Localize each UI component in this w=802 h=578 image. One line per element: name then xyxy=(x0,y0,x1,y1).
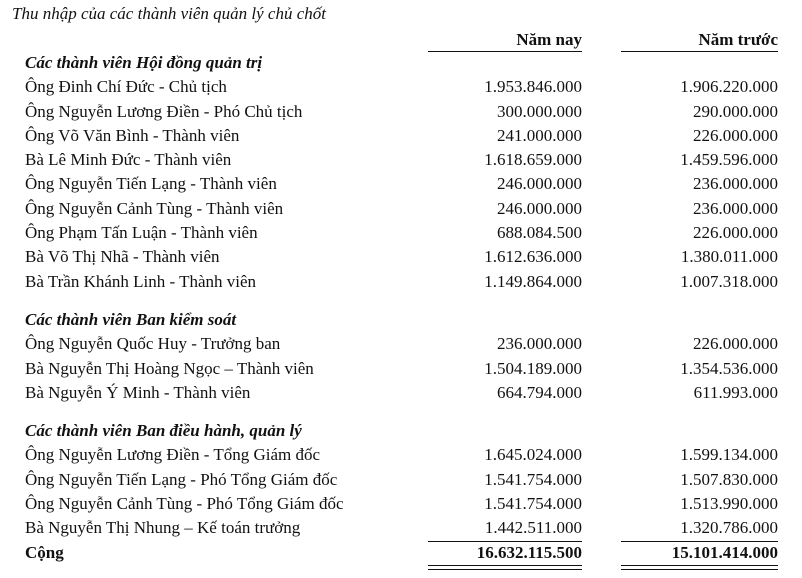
row-current: 688.084.500 xyxy=(497,223,582,243)
row-previous: 1.354.536.000 xyxy=(680,358,778,378)
row-current: 246.000.000 xyxy=(497,198,582,218)
table-row xyxy=(0,443,802,467)
row-previous: 1.906.220.000 xyxy=(680,77,778,97)
table-row xyxy=(0,148,802,172)
section-title: Các thành viên Ban điều hành, quản lý xyxy=(25,421,302,441)
table-row xyxy=(0,270,802,294)
row-current: 1.618.659.000 xyxy=(484,150,582,170)
table-row xyxy=(0,492,802,516)
row-label: Ông Nguyễn Cảnh Tùng - Thành viên xyxy=(25,198,284,218)
row-previous: 1.507.830.000 xyxy=(680,469,778,489)
total-label: Cộng xyxy=(25,542,64,562)
table-row xyxy=(0,172,802,196)
row-label: Ông Đinh Chí Đức - Chủ tịch xyxy=(25,77,227,97)
row-previous: 1.320.786.000 xyxy=(680,518,778,538)
header-previous-year: Năm trước xyxy=(621,28,778,52)
row-label: Ông Nguyễn Lương Điền - Phó Chủ tịch xyxy=(25,101,303,121)
row-label: Ông Nguyễn Tiến Lạng - Phó Tổng Giám đốc xyxy=(25,469,338,489)
table-row xyxy=(0,221,802,245)
row-previous: 236.000.000 xyxy=(693,198,778,218)
row-previous: 226.000.000 xyxy=(693,334,778,354)
row-current: 1.541.754.000 xyxy=(484,494,582,514)
row-current: 664.794.000 xyxy=(497,382,582,402)
row-current: 1.504.189.000 xyxy=(484,358,582,378)
row-label: Bà Võ Thị Nhã - Thành viên xyxy=(25,247,220,267)
table-row xyxy=(0,245,802,269)
table-row xyxy=(0,468,802,492)
row-label: Ông Phạm Tấn Luận - Thành viên xyxy=(25,223,258,243)
row-current: 1.541.754.000 xyxy=(484,469,582,489)
row-label: Ông Nguyễn Quốc Huy - Trưởng ban xyxy=(25,334,281,354)
table-row xyxy=(0,516,802,540)
row-current: 1.149.864.000 xyxy=(484,271,582,291)
row-previous: 1.599.134.000 xyxy=(680,445,778,465)
table-row xyxy=(0,75,802,99)
table-row xyxy=(0,100,802,124)
row-current: 246.000.000 xyxy=(497,174,582,194)
section-executive-board xyxy=(0,419,802,443)
total-previous: 15.101.414.000 xyxy=(671,542,778,562)
table-row xyxy=(0,357,802,381)
row-previous: 1.459.596.000 xyxy=(680,150,778,170)
row-current: 1.612.636.000 xyxy=(484,247,582,267)
section-title: Các thành viên Hội đồng quản trị xyxy=(25,53,263,72)
row-current: 300.000.000 xyxy=(497,101,582,121)
table-row xyxy=(0,124,802,148)
header-current-year: Năm nay xyxy=(428,28,582,52)
row-current: 236.000.000 xyxy=(497,334,582,354)
row-current: 1.645.024.000 xyxy=(484,445,582,465)
row-previous: 611.993.000 xyxy=(693,382,778,402)
table-row xyxy=(0,381,802,405)
double-rule-current xyxy=(428,565,582,570)
row-label: Bà Nguyễn Thị Hoàng Ngọc – Thành viên xyxy=(25,358,314,378)
row-previous: 1.513.990.000 xyxy=(680,494,778,514)
section-title: Các thành viên Ban kiểm soát xyxy=(25,309,237,329)
row-current: 1.442.511.000 xyxy=(484,518,582,538)
row-label: Ông Võ Văn Bình - Thành viên xyxy=(25,125,240,145)
row-label: Bà Trần Khánh Linh - Thành viên xyxy=(25,271,257,291)
total-current: 16.632.115.500 xyxy=(476,542,582,562)
row-previous: 226.000.000 xyxy=(693,125,778,145)
section-board-of-directors xyxy=(0,51,802,75)
row-previous: 226.000.000 xyxy=(693,223,778,243)
row-current: 1.953.846.000 xyxy=(484,77,582,97)
section-spacer xyxy=(0,405,802,419)
row-previous: 1.007.318.000 xyxy=(680,271,778,291)
row-label: Bà Nguyễn Thị Nhung – Kế toán trưởng xyxy=(25,518,301,538)
section-supervisory-board xyxy=(0,308,802,332)
row-label: Bà Lê Minh Đức - Thành viên xyxy=(25,150,232,170)
row-label: Ông Nguyễn Lương Điền - Tổng Giám đốc xyxy=(25,445,321,465)
section-spacer xyxy=(0,294,802,308)
row-label: Bà Nguyễn Ý Minh - Thành viên xyxy=(25,382,251,402)
table-row xyxy=(0,197,802,221)
row-current: 241.000.000 xyxy=(497,125,582,145)
income-table xyxy=(0,51,802,565)
total-row xyxy=(0,541,802,565)
double-rule-previous xyxy=(621,565,778,570)
table-caption: Thu nhập của các thành viên quản lý chủ chốt xyxy=(12,4,326,23)
row-label: Ông Nguyễn Tiến Lạng - Thành viên xyxy=(25,174,277,194)
row-previous: 1.380.011.000 xyxy=(680,247,778,267)
row-previous: 236.000.000 xyxy=(693,174,778,194)
table-row xyxy=(0,332,802,356)
row-label: Ông Nguyễn Cảnh Tùng - Phó Tổng Giám đốc xyxy=(25,494,344,514)
row-previous: 290.000.000 xyxy=(693,101,778,121)
